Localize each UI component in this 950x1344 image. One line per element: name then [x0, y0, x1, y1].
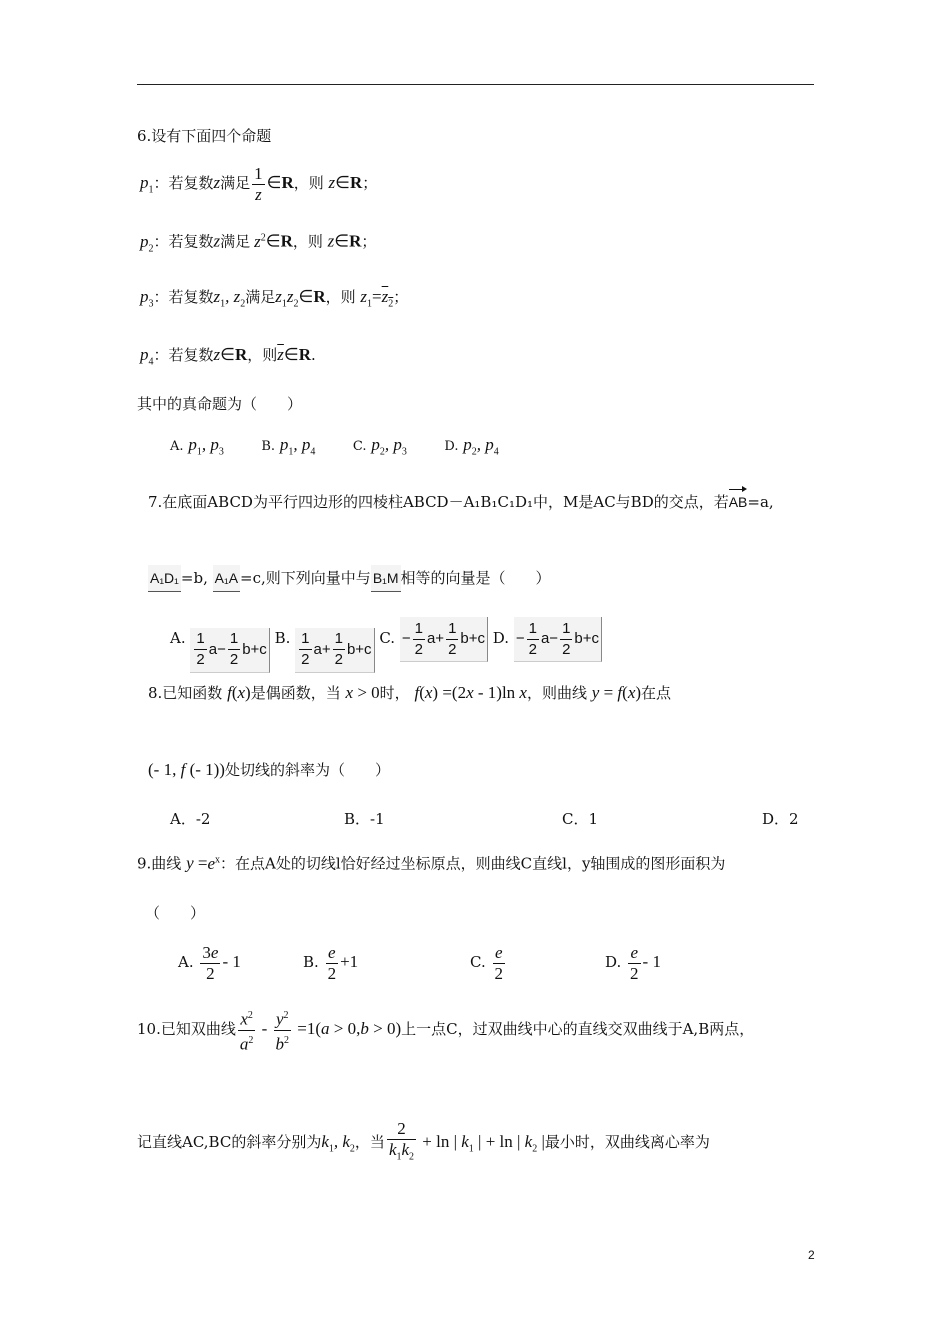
q6-p1: $p_1$：若复数z满足 $\frac{1}{z}$ ∈R，则 z∈R；: [140, 163, 378, 204]
q6-option-b[interactable]: B. $p_1$, $p_4$: [261, 435, 316, 458]
q7-line1: 7.在底面ABCD为平行四边形的四棱柱ABCD－A₁B₁C₁D₁中，M是AC与BD的交点，若AB=a,: [148, 488, 774, 512]
q8-line1: 8.已知函数 f(x)是偶函数，当 x > 0时， f(x) =(2x - 1)ln x，则曲线 y = f(x)在点: [148, 683, 672, 702]
q8-line2: (- 1, f (- 1))处切线的斜率为（ ）: [148, 760, 390, 779]
q7-option-d[interactable]: D. − $\frac{1}{2}$ a− $\frac{1}{2}$ b+c: [493, 629, 602, 647]
page-number: 2: [808, 1248, 815, 1262]
q8-option-b[interactable]: B．-1: [344, 810, 385, 828]
vector-b1m: B₁M: [371, 565, 401, 592]
q7-line2: A₁D₁ =b, A₁A =c,则下列向量中与 B₁M 相等的向量是（ ）: [148, 565, 551, 592]
q9-option-d[interactable]: D. $\frac{e}{2}$ - 1: [605, 942, 661, 983]
vector-ab: AB: [729, 488, 748, 512]
q6-p3: $p_3$：若复数$z_1$, $z_2$满足$z_1z_2\in R$，则 $z_1=z_2$；: [140, 287, 409, 310]
q10-line1: 10.已知双曲线 $\frac{x^2}{a^2}$ - $\frac{y^2}{b^2}$ =1(a > 0,b > 0)上一点C，过双曲线中心的直线交双曲线于A,B两点，: [137, 1004, 754, 1054]
q8-option-d[interactable]: D．2: [762, 810, 799, 828]
q7-option-a[interactable]: A. $\frac{1}{2}$ a− $\frac{1}{2}$ b+c: [170, 629, 270, 647]
q8-option-a[interactable]: A．-2: [170, 810, 211, 828]
q6-question: 其中的真命题为（ ）: [137, 395, 303, 413]
q6-p4: $p_4$：若复数z∈R，则$\overline{z}\in R$.: [140, 345, 316, 368]
q8-option-c[interactable]: C．1: [562, 810, 599, 828]
q7-option-c[interactable]: C. − $\frac{1}{2}$ a+ $\frac{1}{2}$ b+c: [379, 629, 488, 647]
q6-title: 6.设有下面四个命题: [137, 127, 272, 145]
header-rule: [137, 84, 814, 85]
q6-p2: $p_2$：若复数z满足 $z^2\in R$，则 z∈R；: [140, 231, 377, 255]
q9-option-c[interactable]: C. $\frac{e}{2}$: [470, 942, 503, 983]
q6-option-d[interactable]: D. $p_2$, $p_4$: [444, 435, 499, 458]
q9-line2: （ ）: [145, 904, 206, 922]
q9-option-b[interactable]: B. $\frac{e}{2}$ +1: [303, 942, 359, 983]
q6-options: [170, 430, 499, 467]
vector-a1d1: A₁D₁: [148, 565, 181, 592]
q6-option-c[interactable]: C. $p_2$, $p_3$: [352, 435, 407, 458]
q9-option-a[interactable]: A. $\frac{3e}{2}$ - 1: [178, 942, 241, 983]
q10-line2: 记直线AC,BC的斜率分别为$k_1$, $k_2$，当 $\frac{2}{k_1k_2}$ + ln | $k_1$ | + ln | $k_2$ |最小时，双曲线离心率为: [137, 1118, 710, 1163]
q7-options: [170, 616, 602, 673]
q6-option-a[interactable]: A. $p_1$, $p_3$: [170, 435, 224, 458]
q9-line1: 9.曲线 $y =e^x$：在点A处的切线l恰好经过坐标原点，则曲线C直线l，y轴围成的图形面积为: [137, 853, 726, 873]
q7-option-b[interactable]: B. $\frac{1}{2}$ a+ $\frac{1}{2}$ b+c: [275, 629, 375, 647]
vector-a1a: A₁A: [213, 565, 240, 592]
